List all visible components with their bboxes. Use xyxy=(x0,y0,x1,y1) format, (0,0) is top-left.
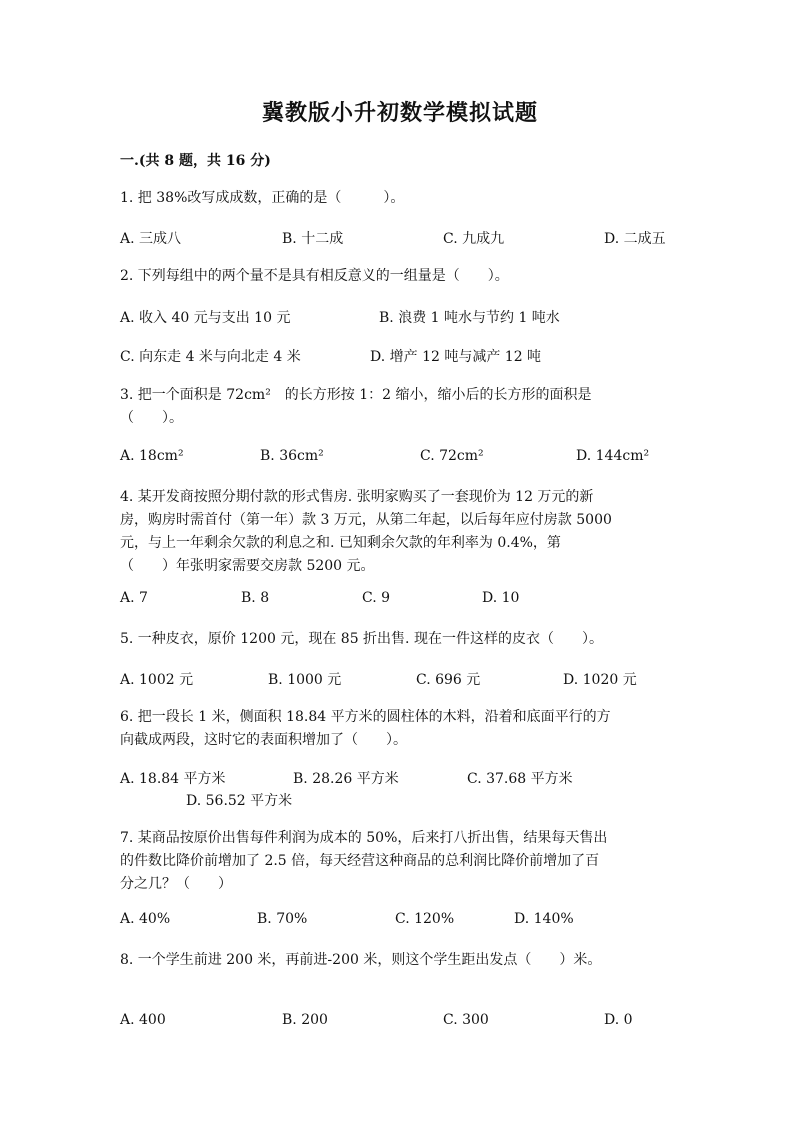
question-6-text-line-1: 6. 把一段长 1 米，侧面积 18.84 平方米的圆柱体的木料，沿着和底面平行的方 xyxy=(120,709,611,725)
question-8-option-b[interactable]: B. 200 xyxy=(282,1012,328,1028)
question-6-option-a[interactable]: A. 18.84 平方米 xyxy=(120,771,226,787)
question-3-options xyxy=(120,448,680,470)
question-7-option-d[interactable]: D. 140% xyxy=(514,911,574,927)
question-1-option-d[interactable]: D. 二成五 xyxy=(604,231,666,247)
question-7-option-a[interactable]: A. 40% xyxy=(120,911,171,927)
question-7-text-line-1: 7. 某商品按原价出售每件利润为成本的 50%，后来打八折出售，结果每天售出 xyxy=(120,830,608,846)
question-6-option-b[interactable]: B. 28.26 平方米 xyxy=(293,771,399,787)
question-4-option-b[interactable]: B. 8 xyxy=(241,590,270,606)
question-3-text-line-2: （ ）。 xyxy=(120,410,183,426)
question-3-option-b[interactable]: B. 36cm² xyxy=(260,448,324,464)
question-7-text-line-3: 分之几？（ ） xyxy=(120,876,232,892)
question-2-option-d[interactable]: D. 增产 12 吨与减产 12 吨 xyxy=(370,349,542,365)
question-4-text-line-3: 元，与上一年剩余欠款的利息之和. 已知剩余欠款的年利率为 0.4%，第 xyxy=(120,535,561,551)
question-5-text: 5. 一种皮衣，原价 1200 元，现在 85 折出售. 现在一件这样的皮衣（ ）。 xyxy=(120,631,603,647)
question-8-option-c[interactable]: C. 300 xyxy=(443,1012,489,1028)
question-8-option-a[interactable]: A. 400 xyxy=(120,1012,166,1028)
question-5-option-d[interactable]: D. 1020 元 xyxy=(563,672,637,688)
page-title: 冀教版小升初数学模拟试题 xyxy=(261,100,538,126)
question-2-options-row-2 xyxy=(120,346,680,368)
question-3-text-line-1: 3. 把一个面积是 72cm² 的长方形按 1：2 缩小，缩小后的长方形的面积是 xyxy=(120,387,592,403)
question-8-text: 8. 一个学生前进 200 米，再前进-200 米，则这个学生距出发点（ ）米。 xyxy=(120,952,602,968)
question-6-option-d[interactable]: D. 56.52 平方米 xyxy=(186,793,293,809)
question-5-option-c[interactable]: C. 696 元 xyxy=(416,672,481,688)
question-6-options-row-2 xyxy=(120,790,680,812)
question-8-option-d[interactable]: D. 0 xyxy=(604,1012,633,1028)
question-4-text-line-2: 房，购房时需首付（第一年）款 3 万元，从第二年起，以后每年应付房款 5000 xyxy=(120,512,612,528)
question-3-option-a[interactable]: A. 18cm² xyxy=(120,448,184,464)
question-1-text: 1. 把 38%改写成成数，正确的是（ ）。 xyxy=(120,190,405,206)
question-6-text-line-2: 向截成两段，这时它的表面积增加了（ ）。 xyxy=(120,732,407,748)
question-1-option-b[interactable]: B. 十二成 xyxy=(282,231,344,247)
question-2-options-row-1 xyxy=(120,307,680,329)
question-4-option-a[interactable]: A. 7 xyxy=(120,590,148,606)
question-1-option-c[interactable]: C. 九成九 xyxy=(443,231,505,247)
question-2-option-b[interactable]: B. 浪费 1 吨水与节约 1 吨水 xyxy=(379,310,560,326)
question-3-option-d[interactable]: D. 144cm² xyxy=(576,448,650,464)
question-5-options xyxy=(120,669,680,691)
question-5-option-a[interactable]: A. 1002 元 xyxy=(120,672,194,688)
question-2-option-c[interactable]: C. 向东走 4 米与向北走 4 米 xyxy=(120,349,301,365)
question-5-option-b[interactable]: B. 1000 元 xyxy=(268,672,342,688)
question-7-option-c[interactable]: C. 120% xyxy=(395,911,455,927)
question-4-option-c[interactable]: C. 9 xyxy=(362,590,391,606)
question-2-text: 2. 下列每组中的两个量不是具有相反意义的一组量是（ ）。 xyxy=(120,268,509,284)
question-4-option-d[interactable]: D. 10 xyxy=(482,590,520,606)
question-7-options xyxy=(120,911,680,933)
question-6-option-c[interactable]: C. 37.68 平方米 xyxy=(467,771,573,787)
question-4-text-line-4: （ ）年张明家需要交房款 5200 元。 xyxy=(120,558,375,574)
question-7-text-line-2: 的件数比降价前增加了 2.5 倍，每天经营这种商品的总利润比降价前增加了百 xyxy=(120,853,600,869)
question-3-option-c[interactable]: C. 72cm² xyxy=(420,448,484,464)
section-heading: 一.(共 8 题，共 16 分) xyxy=(120,153,271,169)
question-1-options xyxy=(120,228,680,250)
question-7-option-b[interactable]: B. 70% xyxy=(257,911,308,927)
question-8-options xyxy=(120,1012,680,1034)
question-1-option-a[interactable]: A. 三成八 xyxy=(120,231,182,247)
question-4-options xyxy=(120,590,680,612)
question-6-options-row-1 xyxy=(120,768,680,790)
question-4-text-line-1: 4. 某开发商按照分期付款的形式售房. 张明家购买了一套现价为 12 万元的新 xyxy=(120,489,594,505)
question-2-option-a[interactable]: A. 收入 40 元与支出 10 元 xyxy=(120,310,291,326)
